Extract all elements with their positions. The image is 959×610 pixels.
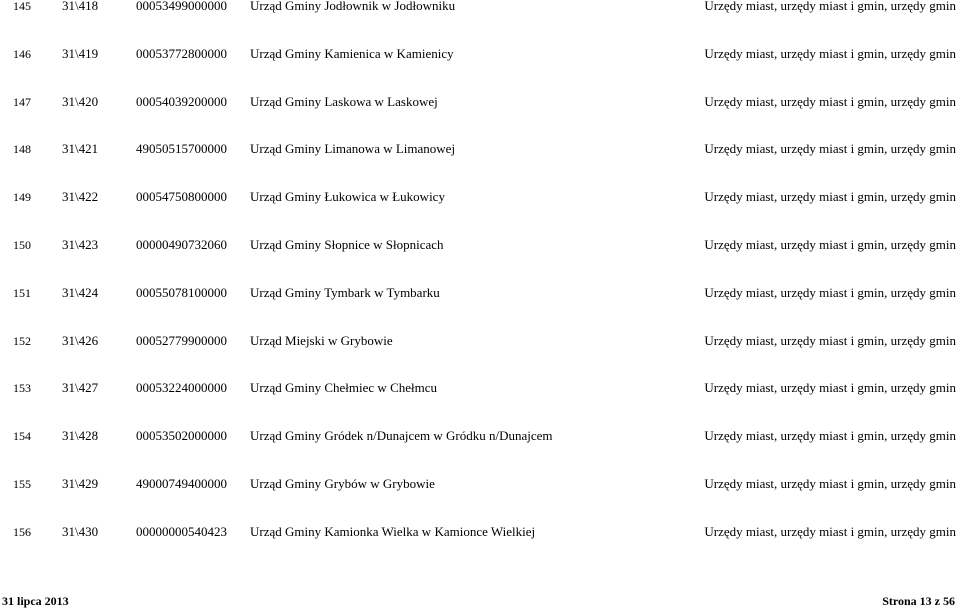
table-row bbox=[0, 44, 959, 64]
row-institution-type: Urzędy miast, urzędy miast i gmin, urzędy gmin bbox=[704, 45, 956, 61]
table-row bbox=[0, 0, 959, 16]
row-number: 145 bbox=[13, 0, 31, 13]
row-institution-name: Urząd Gminy Łukowica w Łukowicy bbox=[250, 189, 445, 205]
row-regon: 00000490732060 bbox=[136, 237, 227, 252]
row-institution-name: Urząd Miejski w Grybowie bbox=[250, 332, 393, 348]
row-institution-name: Urząd Gminy Słopnice w Słopnicach bbox=[250, 237, 444, 252]
row-code: 31\424 bbox=[62, 284, 99, 300]
row-number: 147 bbox=[13, 94, 31, 109]
table-row bbox=[0, 92, 959, 112]
row-code: 31\418 bbox=[62, 0, 99, 13]
row-institution-type: Urzędy miast, urzędy miast i gmin, urzędy gmin bbox=[704, 237, 956, 252]
row-institution-name: Urząd Gminy Kamienica w Kamienicy bbox=[250, 45, 454, 61]
row-regon: 00052779900000 bbox=[136, 332, 227, 348]
row-regon: 00054750800000 bbox=[136, 189, 227, 205]
row-number: 156 bbox=[13, 524, 31, 539]
table-row bbox=[0, 139, 959, 159]
row-code: 31\423 bbox=[62, 237, 99, 252]
row-institution-type: Urzędy miast, urzędy miast i gmin, urzędy gmin bbox=[704, 380, 956, 396]
row-code: 31\426 bbox=[62, 332, 99, 348]
row-number: 152 bbox=[13, 333, 31, 348]
row-number: 148 bbox=[13, 142, 31, 157]
row-code: 31\428 bbox=[62, 428, 99, 444]
row-number: 154 bbox=[13, 429, 31, 444]
row-code: 31\420 bbox=[62, 93, 99, 109]
row-regon: 00053772800000 bbox=[136, 45, 227, 61]
row-institution-name: Urząd Gminy Tymbark w Tymbarku bbox=[250, 284, 440, 300]
row-number: 146 bbox=[13, 46, 31, 61]
table-row bbox=[0, 522, 959, 542]
table-row bbox=[0, 426, 959, 446]
row-code: 31\429 bbox=[62, 476, 99, 491]
row-institution-type: Urzędy miast, urzędy miast i gmin, urzędy gmin bbox=[704, 284, 956, 300]
footer-page-number: Strona 13 z 56 bbox=[882, 594, 955, 608]
row-institution-type: Urzędy miast, urzędy miast i gmin, urzędy gmin bbox=[704, 428, 956, 444]
row-number: 153 bbox=[13, 381, 31, 396]
row-number: 155 bbox=[13, 477, 31, 491]
row-code: 31\427 bbox=[62, 380, 99, 396]
row-institution-type: Urzędy miast, urzędy miast i gmin, urzędy gmin bbox=[704, 476, 956, 491]
row-institution-name: Urząd Gminy Jodłownik w Jodłowniku bbox=[250, 0, 456, 13]
row-regon: 49000749400000 bbox=[136, 476, 227, 491]
row-regon: 00053502000000 bbox=[136, 428, 227, 444]
row-institution-name: Urząd Gminy Laskowa w Laskowej bbox=[250, 93, 438, 109]
row-code: 31\430 bbox=[62, 523, 99, 539]
row-institution-type: Urzędy miast, urzędy miast i gmin, urzędy gmin bbox=[704, 332, 956, 348]
row-institution-name: Urząd Gminy Limanowa w Limanowej bbox=[250, 141, 456, 157]
row-institution-type: Urzędy miast, urzędy miast i gmin, urzędy gmin bbox=[704, 189, 956, 205]
row-number: 150 bbox=[13, 238, 31, 252]
footer-date: 31 lipca 2013 bbox=[2, 594, 69, 608]
row-institution-type: Urzędy miast, urzędy miast i gmin, urzędy gmin bbox=[704, 141, 956, 157]
row-institution-type: Urzędy miast, urzędy miast i gmin, urzędy gmin bbox=[704, 0, 956, 13]
row-number: 151 bbox=[13, 285, 31, 300]
table-row bbox=[0, 474, 959, 494]
row-regon: 00053224000000 bbox=[136, 380, 227, 396]
table-row bbox=[0, 235, 959, 255]
row-regon: 49050515700000 bbox=[136, 141, 227, 157]
row-regon: 00054039200000 bbox=[136, 93, 227, 109]
row-institution-name: Urząd Gminy Kamionka Wielka w Kamionce Wielkiej bbox=[250, 523, 536, 539]
table-row bbox=[0, 187, 959, 207]
row-number: 149 bbox=[13, 190, 31, 205]
row-institution-name: Urząd Gminy Gródek n/Dunajcem w Gródku n/Dunajcem bbox=[250, 428, 553, 444]
row-code: 31\422 bbox=[62, 189, 99, 205]
table-row bbox=[0, 378, 959, 398]
row-regon: 00053499000000 bbox=[136, 0, 227, 13]
table-row bbox=[0, 283, 959, 303]
table-row bbox=[0, 331, 959, 351]
row-institution-name: Urząd Gminy Chełmiec w Chełmcu bbox=[250, 380, 438, 396]
row-institution-name: Urząd Gminy Grybów w Grybowie bbox=[250, 476, 435, 491]
row-regon: 00000000540423 bbox=[136, 523, 227, 539]
row-institution-type: Urzędy miast, urzędy miast i gmin, urzędy gmin bbox=[704, 93, 956, 109]
row-code: 31\421 bbox=[62, 141, 99, 157]
row-regon: 00055078100000 bbox=[136, 284, 227, 300]
row-institution-type: Urzędy miast, urzędy miast i gmin, urzędy gmin bbox=[704, 523, 956, 539]
row-code: 31\419 bbox=[62, 45, 99, 61]
